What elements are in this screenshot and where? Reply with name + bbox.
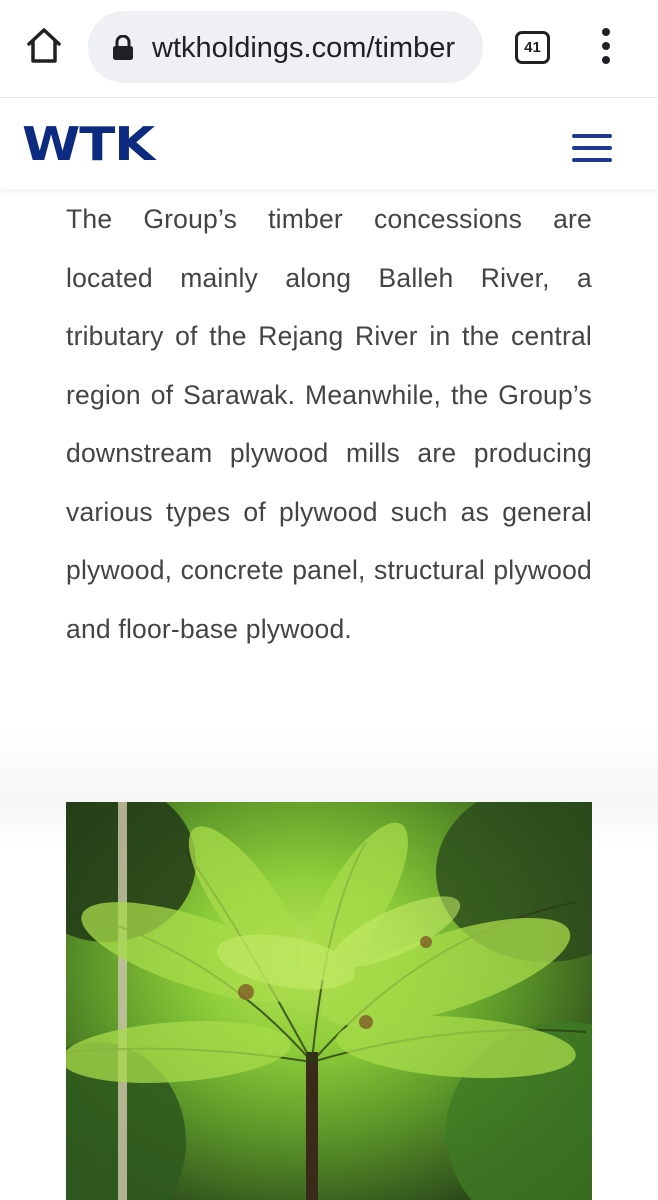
browser-toolbar [0,0,658,98]
url-text[interactable]: wtkholdings.com/timber [152,32,455,64]
home-icon[interactable] [22,24,66,68]
forest-fern-photo [66,802,592,1200]
timber-description: The Group’s timber concessions are located mainly along Balleh River, a tributary of the Rejang River in the central region of Sarawak. Meanwhile, the Group’s downstream plywood mills are producing various types of plywood such as general plywood, concrete panel, structural plywood and floor-base plywood. [66,204,592,644]
more-vert-icon[interactable] [593,28,619,68]
site-header [0,99,658,189]
hamburger-icon[interactable] [572,134,612,164]
wtk-logo[interactable]: WTK [22,117,154,171]
tab-switcher-button[interactable]: 41 [515,31,550,64]
address-bar[interactable] [88,11,483,83]
lock-icon [112,35,134,61]
